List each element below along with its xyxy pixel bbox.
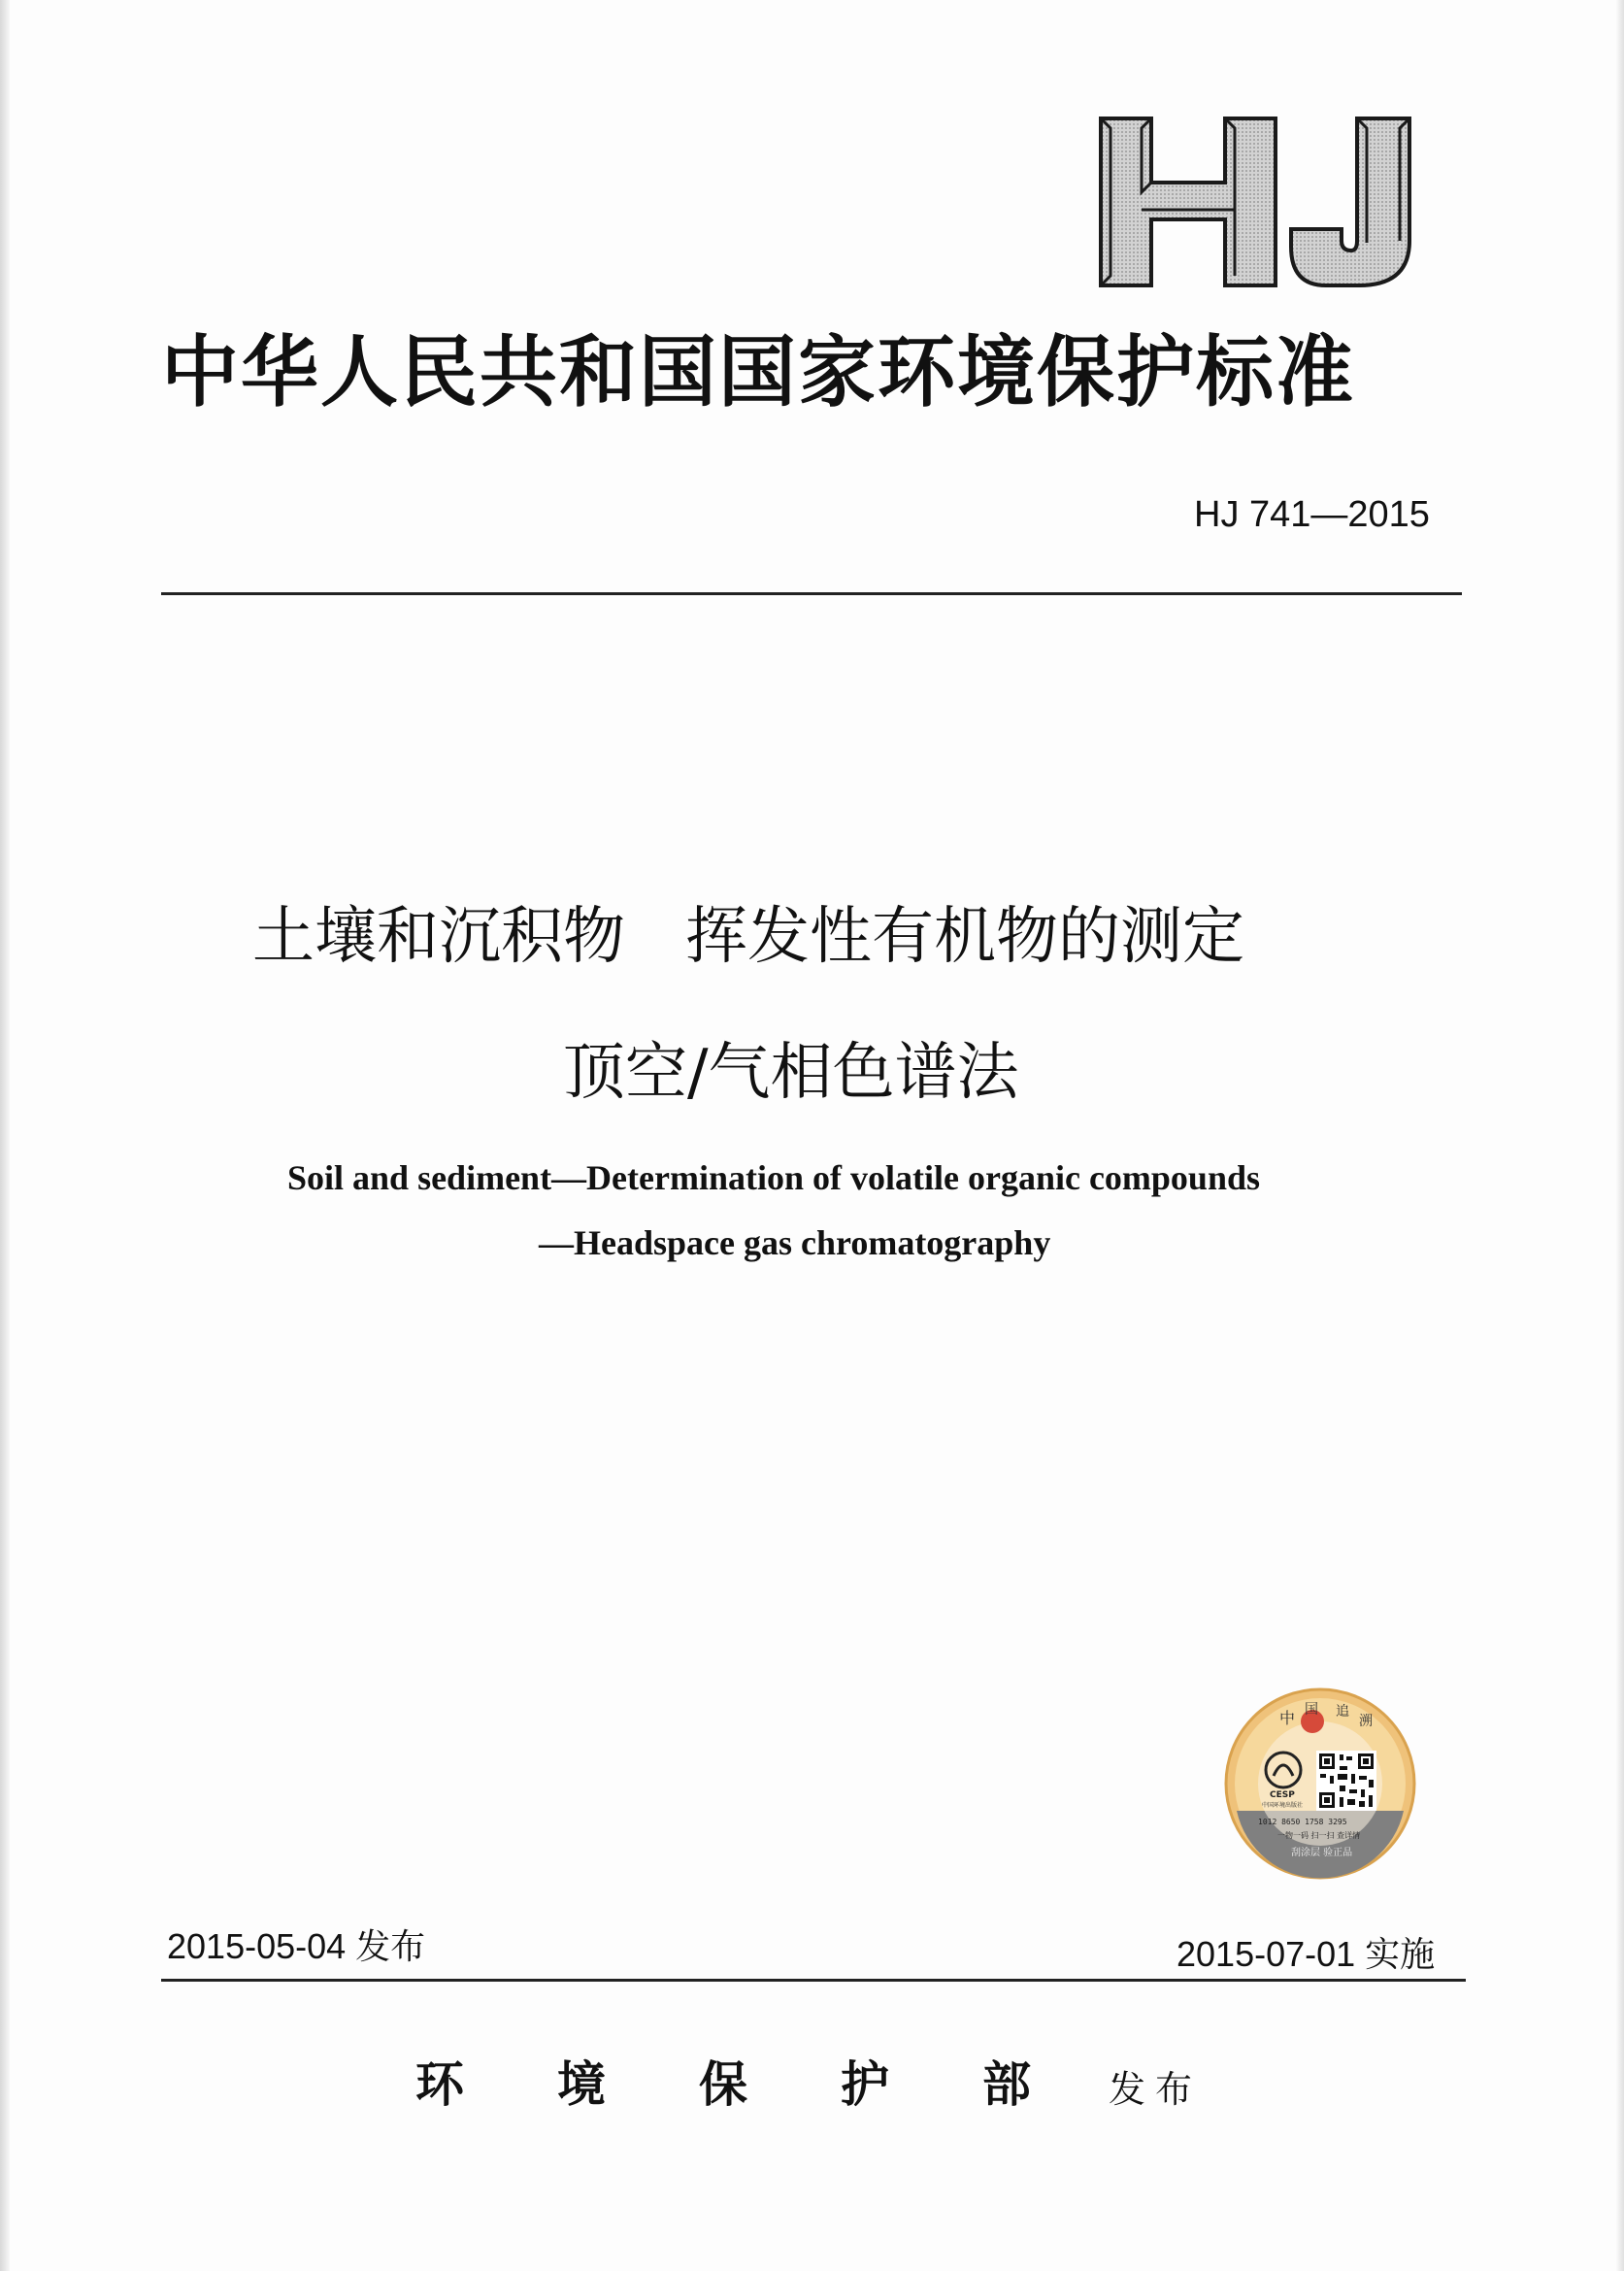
qr-code (1316, 1751, 1376, 1811)
seal-scratch-label: 刮涂层 验正品 (1291, 1848, 1353, 1858)
page-left-edge (0, 0, 10, 2271)
publisher-suffix: 发布 (1109, 2068, 1203, 2111)
title-cn-method: 挥发性有机物的测定 (685, 901, 1244, 973)
seal-code: 1012 8650 1758 3295 (1258, 1818, 1347, 1826)
title-en-line1: Soil and sediment—Determination of volatile organic compounds (287, 1158, 1261, 1197)
seal-ring-char-4: 溯 (1359, 1714, 1373, 1729)
title-cn-line2: 顶空/气相色谱法 (563, 1037, 1019, 1109)
publisher: 环境保护部 (415, 2055, 1124, 2113)
implementation-date: 2015-07-01 实施 (1177, 1934, 1436, 1974)
bottom-divider (161, 1979, 1466, 1982)
standard-number: HJ 741—2015 (1194, 494, 1430, 535)
seal-ring-char-3: 追 (1336, 1704, 1349, 1720)
title-cn-line1 (252, 893, 1417, 981)
org-title: 中华人民共和国国家环境保护标准 (161, 326, 1355, 417)
hj-logo-j (1291, 118, 1409, 285)
title-en-line2: —Headspace gas chromatography (539, 1223, 1051, 1262)
seal-org: 中国环境出版社 (1262, 1802, 1304, 1809)
issue-date: 2015-05-04 发布 (167, 1926, 426, 1966)
seal-ring-char-2: 国 (1305, 1702, 1318, 1718)
top-divider (161, 592, 1462, 595)
traceability-seal (1223, 1687, 1417, 1881)
seal-slogan: 一物一码 扫一扫 查详情 (1277, 1831, 1361, 1840)
title-cn-subject: 土壤和沉积物 (252, 901, 625, 973)
page-right-edge (1616, 0, 1624, 2271)
hj-logo (1097, 115, 1417, 289)
seal-ring-char-1: 中 (1279, 1709, 1296, 1727)
seal-badge: CESP (1270, 1790, 1295, 1800)
hj-logo-h (1101, 118, 1276, 285)
